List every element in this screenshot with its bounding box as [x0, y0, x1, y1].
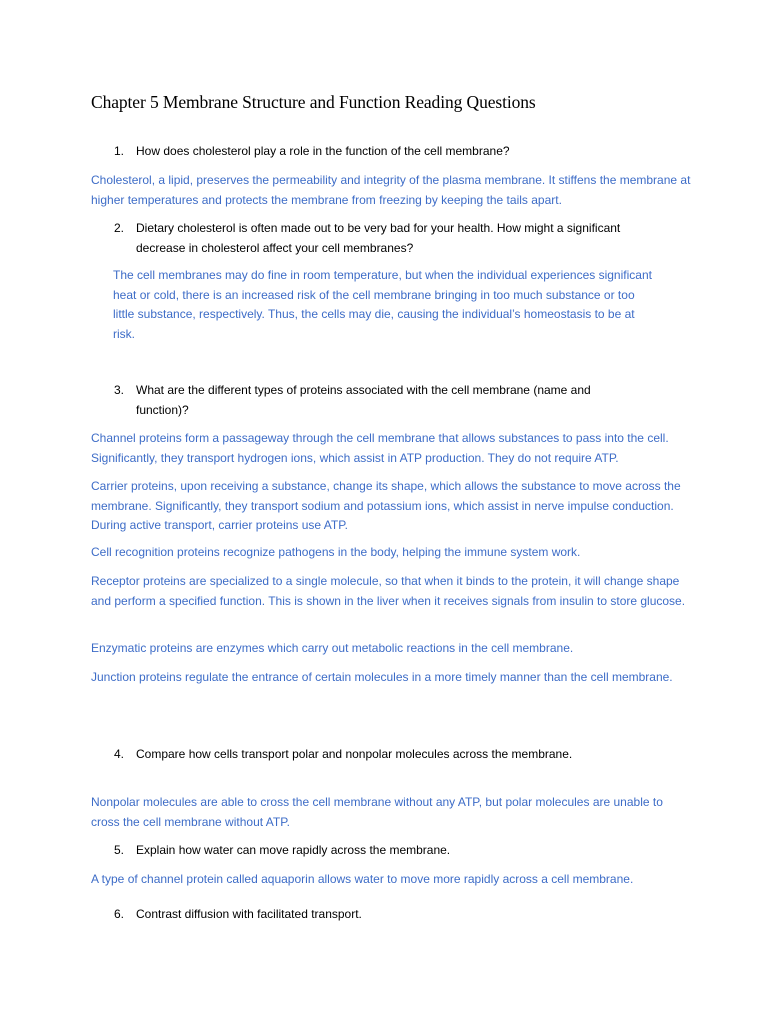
answer-1: Cholesterol, a lipid, preserves the permeability and integrity of the plasma membrane. It stiffens the membrane at higher temperatures and protects the membrane from freezing by keeping the tails apart.	[91, 173, 691, 207]
answer-4: Nonpolar molecules are able to cross the cell membrane without any ATP, but polar molecules are unable to cross the cell membrane without ATP.	[91, 795, 663, 829]
question-text: Compare how cells transport polar and nonpolar molecules across the membrane.	[136, 747, 573, 761]
question-text: Dietary cholesterol is often made out to be very bad for your health. How might a significant decrease in cholesterol affect your cell membranes?	[136, 221, 621, 255]
answer-3-enzymatic-proteins: Enzymatic proteins are enzymes which carry out metabolic reactions in the cell membrane.	[91, 641, 574, 655]
answer-3-channel-proteins: Channel proteins form a passageway through the cell membrane that allows substances to pass into the cell. Significantly, they transport hydrogen ions, which assist in ATP production. They do not require ATP.	[91, 431, 669, 465]
answer-3-junction-proteins: Junction proteins regulate the entrance of certain molecules in a more timely manner than the cell membrane.	[91, 670, 673, 684]
question-number: 5.	[114, 843, 125, 857]
question-4	[114, 745, 674, 765]
question-number: 6.	[114, 907, 125, 921]
question-text: Explain how water can move rapidly across the membrane.	[136, 843, 451, 857]
answer-3-receptor-proteins: Receptor proteins are specialized to a single molecule, so that when it binds to the protein, it will change shape and perform a specified function. This is shown in the liver when it receives signals from insulin to store glucose.	[91, 574, 686, 608]
question-5	[114, 841, 674, 861]
question-number: 2.	[114, 221, 125, 235]
question-3	[114, 381, 674, 420]
question-1	[114, 142, 674, 162]
question-6	[114, 905, 674, 925]
question-text: Contrast diffusion with facilitated transport.	[136, 907, 362, 921]
question-number: 4.	[114, 747, 125, 761]
question-2	[114, 219, 674, 258]
answer-3-cell-recognition-proteins: Cell recognition proteins recognize pathogens in the body, helping the immune system work.	[91, 545, 581, 559]
page-title: Chapter 5 Membrane Structure and Function Reading Questions	[91, 92, 536, 112]
answer-5: A type of channel protein called aquaporin allows water to move more rapidly across a cell membrane.	[91, 872, 634, 886]
question-number: 3.	[114, 383, 125, 397]
question-text: How does cholesterol play a role in the function of the cell membrane?	[136, 144, 510, 158]
answer-3-carrier-proteins: Carrier proteins, upon receiving a substance, change its shape, which allows the substance to move across the membrane. Significantly, they transport sodium and potassium ions, which assist in nerve impulse conduction. During active transport, carrier proteins use ATP.	[91, 479, 681, 532]
question-number: 1.	[114, 144, 125, 158]
answer-2: The cell membranes may do fine in room temperature, but when the individual experiences significant heat or cold, there is an increased risk of the cell membrane bringing in too much substance or too little substance, respectively. Thus, the cells may die, causing the individual’s homeostasis to be at risk.	[113, 268, 652, 341]
question-text: What are the different types of proteins associated with the cell membrane (name and function)?	[136, 383, 591, 417]
